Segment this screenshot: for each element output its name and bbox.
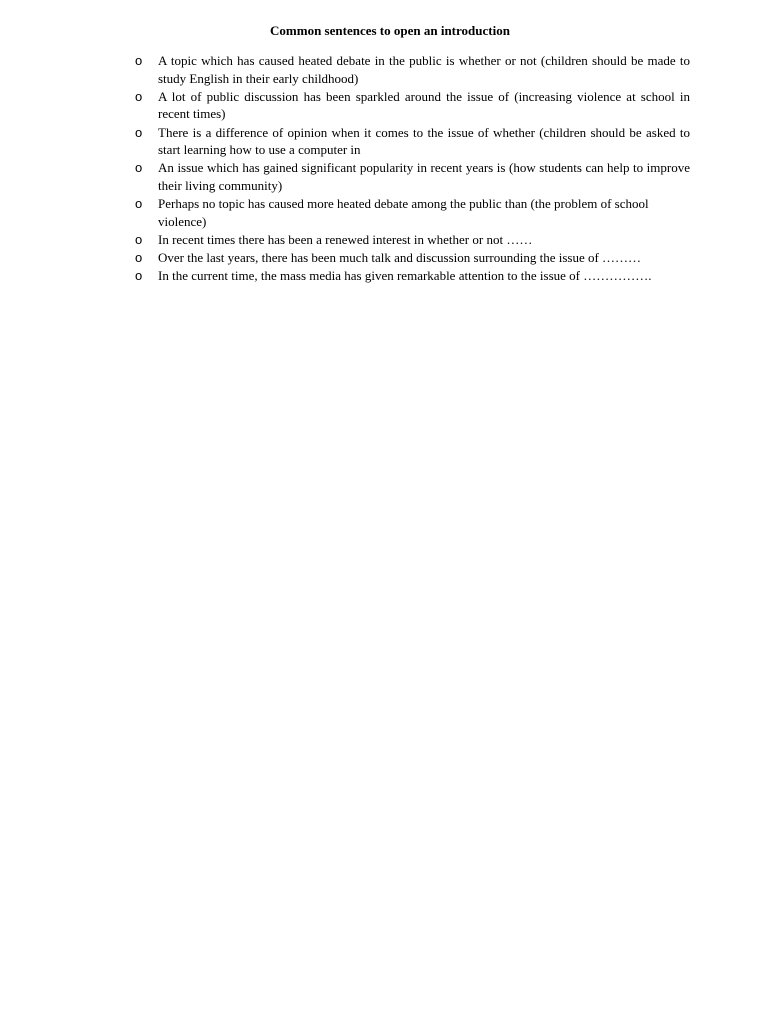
list-item-text: Perhaps no topic has caused more heated debate among the public than (the problem of school violence) [158,196,649,229]
list-item [134,195,690,230]
bullet-icon: o [135,268,143,284]
bullet-icon: o [135,88,143,104]
list-item [134,249,690,267]
list-item [134,267,690,285]
bullet-icon: o [135,124,143,140]
list-item [134,88,690,123]
list-item [134,52,690,87]
list-item [134,124,690,159]
introduction-sentence-list [134,52,690,285]
list-item-text: An issue which has gained significant popularity in recent years is (how students can help to improve their living community) [158,160,690,193]
bullet-icon: o [135,53,143,68]
list-item-text: In recent times there has been a renewed interest in whether or not …… [158,231,533,247]
list-item-text: Over the last years, there has been much talk and discussion surrounding the issue of ……… [158,250,642,266]
list-item-text: A topic which has caused heated debate in the public is whether or not (children should be made to study English in their early childhood) [158,53,690,86]
document-title: Common sentences to open an introduction [270,23,510,38]
bullet-icon: o [135,160,143,176]
bullet-icon: o [135,196,143,212]
list-item-text: In the current time, the mass media has given remarkable attention to the issue of ……………. [158,268,652,284]
bullet-icon: o [135,231,143,247]
list-item-text: A lot of public discussion has been sparkled around the issue of (increasing violence at school in recent times) [158,88,690,122]
bullet-icon: o [135,250,143,266]
list-item-text: There is a difference of opinion when it comes to the issue of whether (children should be asked to start learning how to use a computer in [158,124,690,158]
list-item [134,159,690,194]
list-item [134,231,690,249]
